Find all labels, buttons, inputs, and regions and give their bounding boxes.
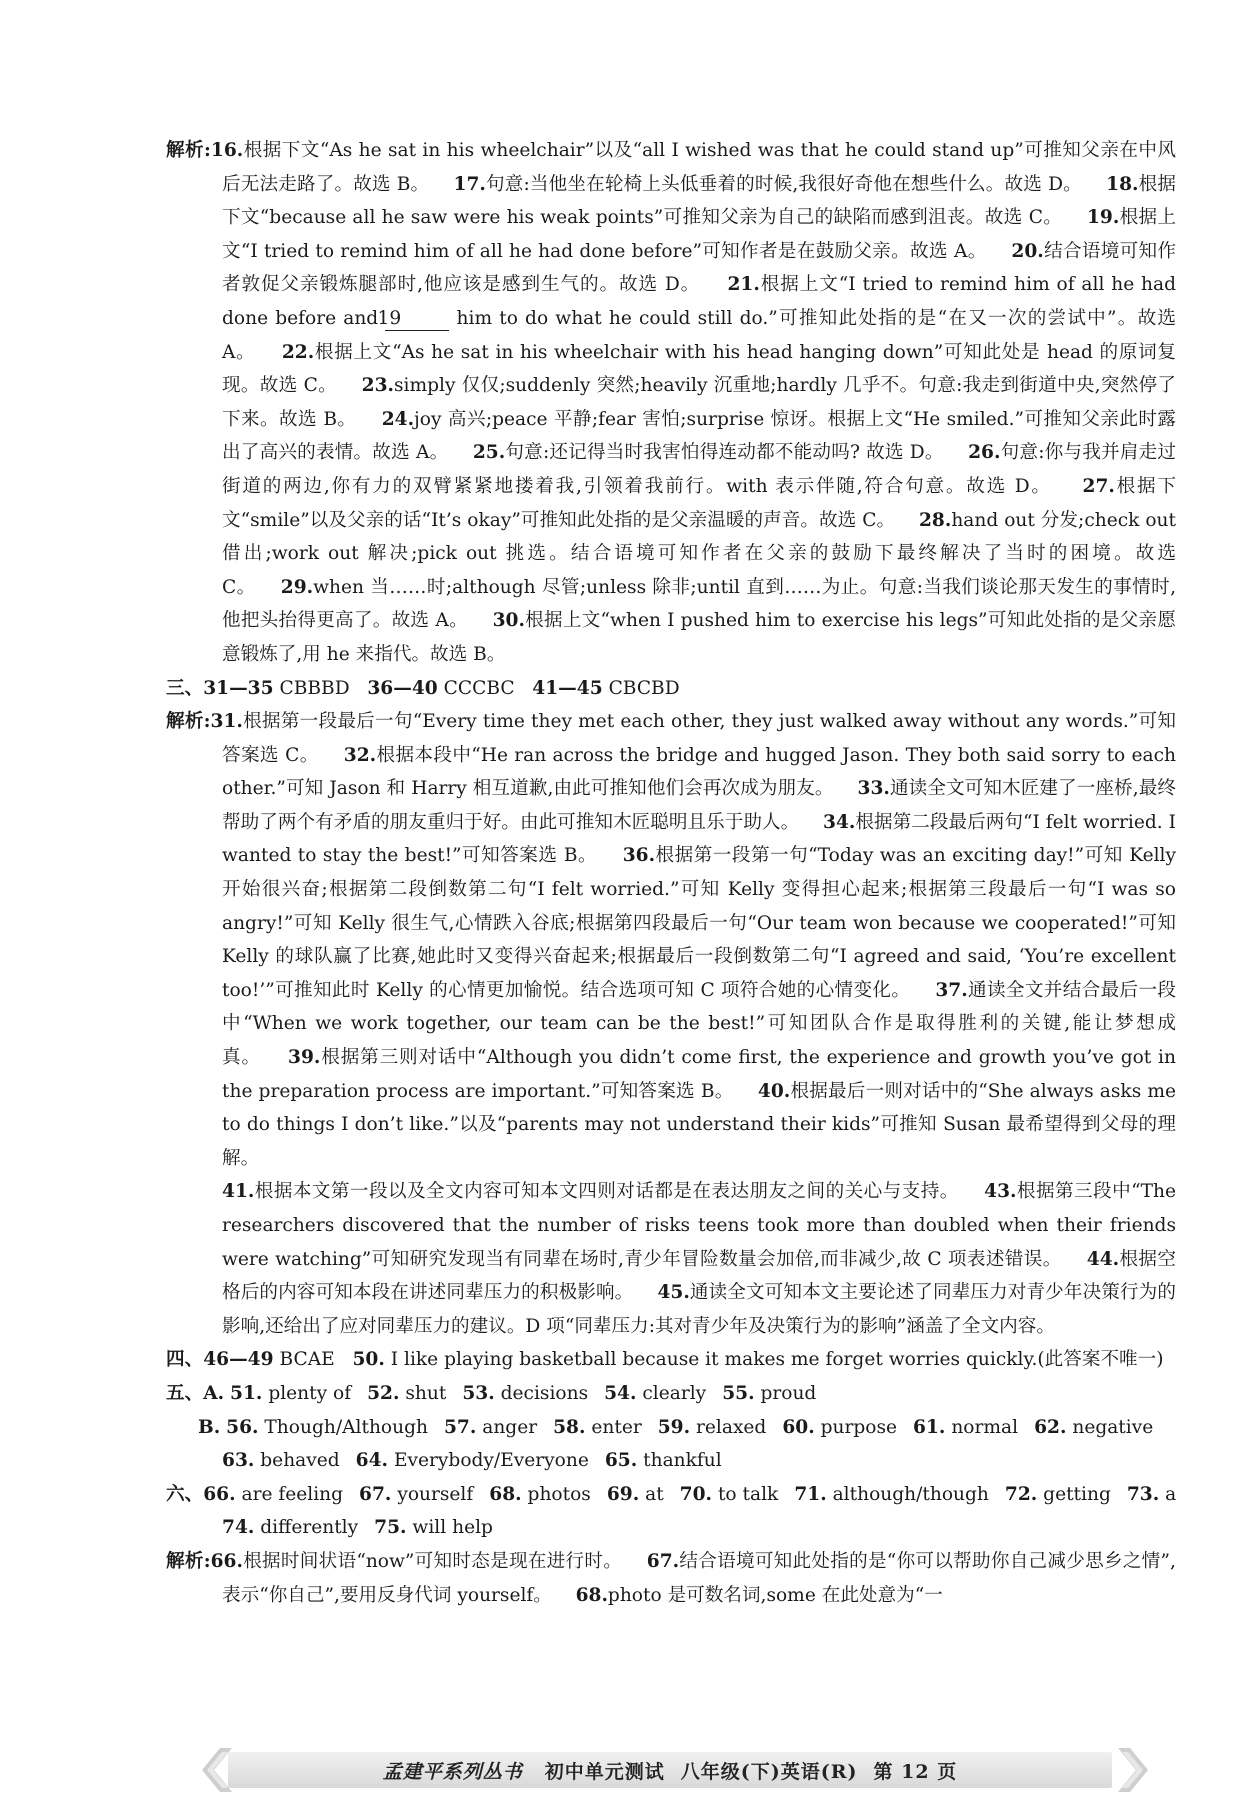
answer-text: anger	[482, 1416, 538, 1438]
q-number: 40.	[757, 1080, 791, 1102]
q-text: 句意:当他坐在轮椅上头低垂着的时候,我很好奇他在想些什么。故选 D。	[485, 173, 1082, 195]
q-number: 39.	[288, 1047, 321, 1069]
q-number: 69.	[606, 1483, 640, 1505]
answer-item	[794, 1484, 989, 1505]
answer-text: clearly	[642, 1382, 707, 1404]
answer-item	[230, 1383, 351, 1404]
q-text: simply 仅仅;suddenly 突然;heavily 沉重地;hardly 几乎不。句意:我走到街道中央,突然停了下来。故选 B。	[222, 375, 1176, 430]
answer-key: CCCBC	[443, 677, 515, 699]
section-5-a	[166, 1377, 1176, 1411]
grade-subject: 八年级(下)英语(R)	[680, 1760, 858, 1783]
q-number: 21.	[727, 274, 760, 296]
page-number: 第 12 页	[873, 1760, 958, 1783]
q-number: 66.	[203, 1483, 236, 1505]
section-number: 六、	[166, 1483, 204, 1505]
q-text: 根据时间状语“now”可知时态是现在进行时。	[242, 1550, 623, 1572]
q-number: 59.	[657, 1416, 691, 1438]
answer-item	[1005, 1484, 1111, 1505]
answer-text: decisions	[500, 1382, 589, 1404]
q-number: 67.	[646, 1550, 680, 1572]
q-text: 根据下文“As he sat in his wheelchair”以及“all I wished was that he could stand up”可推知父亲在中风后无法走路了。故选 B。	[222, 140, 1176, 195]
answer-text: purpose	[820, 1416, 898, 1438]
answer-item	[680, 1484, 779, 1505]
q-number: 24.	[381, 408, 415, 430]
section-5-b-cont	[166, 1444, 1176, 1478]
q-number: 33.	[857, 778, 890, 800]
q-text: 根据本段中“He ran across the bridge and hugged Jason. They both said sorry to each other.”可知 Jason 和 Harry 相互道歉,由此可推知他们会再次成为朋友。	[222, 744, 1176, 800]
q-text: 根据第二段最后两句“I felt worried. I wanted to stay the best!”可知答案选 B。	[222, 811, 1176, 867]
q-number: 58.	[553, 1416, 586, 1438]
analysis-41-45	[166, 1175, 1176, 1343]
q-text: 根据第三段中“The researchers discovered that the number of risks teens took more than doubled when their friends were watching”可知研究发现当有同辈在场时,青少年冒险数量会加倍,而非减少,故 C 项表述错误。	[222, 1181, 1176, 1270]
analysis-31-45	[166, 705, 1176, 1175]
q-number: 62.	[1034, 1416, 1067, 1438]
q-number: 25.	[472, 442, 506, 464]
answer-item	[489, 1484, 591, 1505]
q-text: 根据本文第一段以及全文内容可知本文四则对话都是在表达朋友之间的关心与支持。	[254, 1181, 959, 1203]
q-number: 57.	[443, 1416, 477, 1438]
q-number: 61.	[913, 1416, 946, 1438]
part-label: A.	[203, 1382, 225, 1404]
q-number: 65.	[604, 1450, 638, 1472]
q-text: 根据上文“I tried to remind him of all he had done before”可知作者是在鼓励父亲。故选 A。	[222, 207, 1176, 262]
q-text: 根据最后一则对话中的“She always asks me to do things I don’t like.”以及“parents may not understand their kids”可推知 Susan 最希望得到父母的理解。	[222, 1080, 1176, 1169]
q-text: 通读全文并结合最后一段中“When we work together, our team can be the best!”可知团队合作是取得胜利的关键,能让梦想成真。	[222, 979, 1176, 1069]
q-number: 50.	[352, 1349, 385, 1371]
q-number: 32.	[343, 744, 377, 766]
q-text: 根据第一段第一句“Today was an exciting day!”可知 Kelly 开始很兴奋;根据第二段倒数第二句“I felt worried.”可知 Kelly 变得担心起来;根据第三段最后一句“I was so angry!”可知 Kelly 很生气,心情跌入谷底;根据第四段最后一句“Our team won because we cooperated!”可知 Kelly 的球队赢了比赛,她此时又变得兴奋起来;根据最后一段倒数第二句“I agreed and said, ‘You’re excellent too!’”可推知此时 Kelly 的心情更加愉悦。结合选项可知 C 项符合她的心情变化。	[222, 845, 1176, 1001]
q-number: 63.	[222, 1450, 255, 1472]
answer-key: BCAE	[279, 1349, 335, 1371]
q-text: 结合语境可知此处指的是“你可以帮助你自己减少思乡之情”,表示“你自己”,要用反身代词 yourself。	[222, 1550, 1176, 1606]
answer-item	[222, 1450, 340, 1471]
q-number: 37.	[935, 979, 968, 1001]
answer-item	[722, 1383, 816, 1404]
answer-text: Though/Although	[264, 1416, 428, 1438]
answer-text: although/though	[832, 1483, 989, 1505]
q-number: 28.	[918, 509, 952, 531]
q-number: 26.	[968, 442, 1001, 464]
q-range: 41—45	[532, 677, 603, 699]
q-range: 46—49	[203, 1349, 274, 1371]
section-number: 五、	[166, 1382, 204, 1404]
q-number: 53.	[462, 1382, 495, 1404]
q-text: joy 高兴;peace 平静;fear 害怕;surprise 惊讶。根据上文“He smiled.”可推知父亲此时露出了高兴的表情。故选 A。	[222, 408, 1176, 464]
answer-item	[1034, 1417, 1153, 1438]
q-number: 68.	[575, 1584, 608, 1606]
answer-text: to talk	[717, 1483, 779, 1505]
answer-text: normal	[951, 1416, 1019, 1438]
answer-item	[604, 1383, 706, 1404]
answer-text: shut	[405, 1382, 447, 1404]
q-number: 68.	[489, 1483, 522, 1505]
answer-text: at	[645, 1483, 664, 1505]
q-range: 31—35	[203, 677, 274, 699]
answer-text: Everybody/Everyone	[393, 1450, 589, 1472]
answer-text: enter	[591, 1416, 642, 1438]
q-text: I like playing basketball because it makes me forget worries quickly.(此答案不唯一)	[390, 1349, 1164, 1371]
section-6-cont	[166, 1511, 1176, 1545]
q-text: photo 是可数名词,some 在此处意为“一	[607, 1584, 943, 1606]
q-number: 67.	[359, 1483, 392, 1505]
q-number: 43.	[984, 1181, 1017, 1203]
answer-item	[356, 1450, 589, 1471]
arrow-right-icon	[1118, 1748, 1152, 1792]
q-range: 36—40	[367, 677, 438, 699]
answer-key: CBCBD	[608, 677, 680, 699]
q-number: 30.	[492, 610, 525, 632]
q-number: 23.	[361, 375, 395, 397]
analysis-label: 解析:	[166, 711, 211, 733]
q-number: 73.	[1126, 1483, 1160, 1505]
q-number: 41.	[222, 1181, 255, 1203]
answer-item	[607, 1484, 664, 1505]
section-number: 四、	[166, 1349, 204, 1371]
q-number: 27.	[1082, 475, 1115, 497]
q-number: 18.	[1106, 173, 1139, 195]
q-text: 根据下文“smile”以及父亲的话“It’s okay”可推知此处指的是父亲温暖的声音。故选 C。	[222, 475, 1176, 531]
q-number: 64.	[355, 1450, 389, 1472]
answer-text: a	[1165, 1483, 1177, 1505]
q-number: 17.	[453, 173, 486, 195]
q-number: 55.	[722, 1382, 755, 1404]
answer-item	[782, 1417, 897, 1438]
analysis-66-68	[166, 1545, 1176, 1612]
q-number: 71.	[794, 1483, 827, 1505]
answer-item	[374, 1517, 493, 1538]
q-number: 74.	[222, 1517, 255, 1539]
answer-item	[367, 1383, 446, 1404]
answer-content	[166, 134, 1176, 1612]
q-text: 根据空格后的内容可知本段在讲述同辈压力的积极影响。	[222, 1248, 1176, 1304]
q-number: 44.	[1086, 1248, 1120, 1270]
answer-text: proud	[760, 1382, 817, 1404]
footer-text	[383, 1757, 957, 1784]
q-number: 72.	[1004, 1483, 1038, 1505]
q-text: 根据下文“because all he saw were his weak points”可推知父亲为自己的缺陷而感到沮丧。故选 C。	[222, 173, 1176, 229]
q-number: 66.	[210, 1550, 243, 1572]
answer-item	[359, 1484, 473, 1505]
q-text: 根据第一段最后一句“Every time they met each other, they just walked away without any words.”可知答案选 C。	[222, 711, 1176, 766]
answer-item	[658, 1417, 767, 1438]
q-number: 45.	[657, 1282, 690, 1304]
analysis-16-30	[166, 134, 1176, 672]
book-title: 初中单元测试	[544, 1760, 665, 1783]
answer-text: photos	[527, 1483, 591, 1505]
q-text: 根据上文“when I pushed him to exercise his legs”可知此处指的是父亲愿意锻炼了,用 he 来指代。故选 B。	[222, 610, 1176, 665]
answer-text: will help	[412, 1517, 493, 1539]
q-text: 根据第三则对话中“Although you didn’t come first, the experience and growth you’ve got in the preparation process are important.”可知答案选 B。	[222, 1047, 1176, 1102]
section-4-answers	[166, 1343, 1176, 1377]
section-3-answers	[166, 672, 1176, 706]
q-text: 根据上文“As he sat in his wheelchair with his head hanging down”可知此处是 head 的原词复现。故选 C。	[222, 341, 1176, 397]
answer-text: differently	[260, 1517, 359, 1539]
answer-text: getting	[1043, 1483, 1111, 1505]
answer-key: CBBBD	[279, 677, 350, 699]
analysis-label: 解析:	[166, 1550, 211, 1572]
q-text: 根据上文“I tried to remind him of all he had done before and	[222, 274, 1176, 329]
answer-item	[462, 1383, 588, 1404]
section-number: 三、	[166, 677, 204, 699]
answer-item	[553, 1417, 642, 1438]
answer-item	[605, 1450, 722, 1471]
answer-text: plenty of	[268, 1382, 352, 1404]
q-number: 51.	[230, 1382, 263, 1404]
q-text: when 当……时;although 尽管;unless 除非;until 直到……为止。句意:当我们谈论那天发生的事情时,他把头抬得更高了。故选 A。	[222, 576, 1176, 632]
q-text: him to do what he could still do.”可推知此处指的是“在又一次的尝试中”。故选 A。	[222, 307, 1177, 363]
answer-text: are feeling	[241, 1483, 344, 1505]
q-text: hand out 分发;check out 借出;work out 解决;pick out 挑选。结合语境可知作者在父亲的鼓励下最终解决了当时的困境。故选 C。	[222, 509, 1176, 598]
q-number: 16.	[210, 140, 244, 161]
answer-text: behaved	[260, 1450, 340, 1472]
answer-text: thankful	[643, 1450, 722, 1472]
answer-text: negative	[1072, 1416, 1154, 1438]
blank-underline: 19	[385, 308, 449, 331]
q-number: 19.	[1086, 207, 1120, 229]
footer-banner	[228, 1752, 1112, 1788]
answer-item	[444, 1417, 537, 1438]
answer-text: yourself	[397, 1483, 474, 1505]
section-6	[166, 1478, 1176, 1512]
q-text: 通读全文可知木匠建了一座桥,最终帮助了两个有矛盾的朋友重归于好。由此可推知木匠聪明且乐于助人。	[222, 778, 1176, 833]
q-number: 29.	[280, 576, 314, 598]
analysis-label: 解析:	[166, 140, 211, 161]
answer-item	[203, 1484, 343, 1505]
q-number: 52.	[367, 1382, 400, 1404]
part-label: B.	[198, 1416, 221, 1438]
arrow-left-icon	[198, 1748, 232, 1792]
q-number: 70.	[679, 1483, 713, 1505]
answer-item	[222, 1517, 358, 1538]
q-text: 结合语境可知作者敦促父亲锻炼腿部时,他应该是感到生气的。故选 D。	[222, 240, 1176, 296]
answer-item	[226, 1417, 428, 1438]
q-number: 56.	[226, 1416, 259, 1438]
q-number: 60.	[782, 1416, 815, 1438]
answer-item	[1127, 1484, 1176, 1505]
q-number: 34.	[823, 811, 856, 833]
answer-text: relaxed	[696, 1416, 767, 1438]
q-number: 22.	[281, 341, 315, 363]
q-number: 20.	[1011, 240, 1044, 262]
q-text: 句意:你与我并肩走过街道的两边,你有力的双臂紧紧地搂着我,引领着我前行。with 表示伴随,符合句意。故选 D。	[222, 442, 1176, 497]
q-text: 句意:还记得当时我害怕得连动都不能动吗? 故选 D。	[505, 442, 944, 464]
q-number: 31.	[210, 711, 243, 733]
answer-item	[913, 1417, 1018, 1438]
q-number: 75.	[374, 1517, 407, 1539]
q-text: 通读全文可知本文主要论述了同辈压力对青少年决策行为的影响,还给出了应对同辈压力的建议。D 项“同辈压力:其对青少年及决策行为的影响”涵盖了全文内容。	[222, 1282, 1176, 1337]
q-number: 36.	[622, 845, 656, 867]
q-number: 54.	[604, 1382, 637, 1404]
series-name: 孟建平系列丛书	[382, 1760, 523, 1783]
section-5-b	[166, 1411, 1176, 1445]
